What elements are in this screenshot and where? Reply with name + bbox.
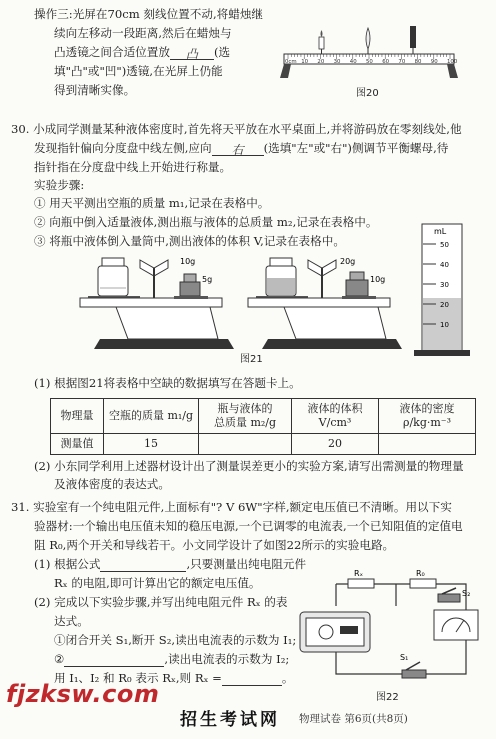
- q31-sub1b: ,只要测量出纯电阻元件: [186, 557, 307, 571]
- q31-step3-end: 。: [281, 671, 294, 685]
- lens-icon: [366, 28, 370, 49]
- power-supply-icon: [300, 612, 370, 652]
- op3-line3b: (选: [213, 45, 231, 59]
- table-header-cell: 空瓶的质量 m₁/g: [104, 399, 199, 434]
- q31-sub2b: 达式。: [54, 614, 89, 628]
- table-header-cell: 液体的密度 ρ/kg·m⁻³: [379, 399, 476, 434]
- q31-line3: 阻 R₀,两个开关和导线若干。小文同学设计了如图22所示的实验电路。: [34, 538, 395, 552]
- optical-bench-figure: [276, 2, 472, 100]
- cylinder-tick-label: 50: [440, 241, 449, 249]
- r0-label: R₀: [416, 569, 425, 578]
- table-cell: [199, 434, 292, 455]
- q31-step2b: ,读出电流表的示数为 I₂;: [164, 652, 290, 666]
- q30-line2b: (选填"左"或"右")侧调节平衡螺母,待: [263, 141, 449, 155]
- cylinder-tick-label: 10: [440, 321, 449, 329]
- q30-line2a: 发现指针偏向分度盘中线左侧,应向: [34, 141, 212, 155]
- rx-blank: [222, 672, 282, 686]
- ruler-tick-label: 0cm: [285, 59, 297, 65]
- data-table: [50, 398, 476, 455]
- weight1-label: 10g: [180, 257, 196, 266]
- candle-icon: [319, 37, 324, 49]
- s2-label: S₂: [462, 589, 471, 598]
- q30-sub1: (1) 根据图21将表格中空缺的数据填写在答题卡上。: [34, 376, 301, 390]
- cylinder-tick-label: 20: [440, 301, 449, 309]
- balance-2-icon: [248, 257, 402, 349]
- ruler-tick-label: 30: [333, 59, 341, 65]
- op3-line5: 得到清晰实像。: [54, 83, 136, 97]
- q30-step3: ③ 将瓶中液体倒入量筒中,测出液体的体积 V,记录在表格中。: [34, 234, 345, 248]
- cylinder-tick-label: 40: [440, 261, 449, 269]
- weight2-label: 20g: [340, 257, 356, 266]
- rx-label: Rₓ: [354, 569, 364, 578]
- s1-label: S₁: [400, 653, 409, 662]
- watermark-title: 招生考试网: [180, 710, 280, 730]
- q30-step1: ① 用天平测出空瓶的质量 m₁,记录在表格中。: [34, 196, 270, 210]
- cylinder-unit: mL: [434, 227, 447, 236]
- table-cell: 测量值: [51, 434, 104, 455]
- ruler-tick-label: 20: [317, 59, 325, 65]
- weight1b-label: 5g: [202, 275, 213, 284]
- resistor-rx-icon: [348, 579, 374, 588]
- op3-line3: [54, 44, 230, 60]
- flame-icon: [321, 30, 323, 37]
- ruler-tick-label: 90: [430, 59, 438, 65]
- resistor-r0-icon: [410, 579, 436, 588]
- graduated-cylinder-icon: [414, 224, 470, 356]
- ruler-tick-label: 80: [414, 59, 422, 65]
- q31-line2: 验器材:一个输出电压值未知的稳压电源,一个已调零的电流表,一个已知阻值的定值电: [34, 519, 463, 533]
- q30-handwritten-answer: 右: [231, 143, 244, 157]
- q30-step2: ② 向瓶中倒入适量液体,测出瓶与液体的总质量 m₂,记录在表格中。: [34, 215, 378, 229]
- page-footer: 物理试卷 第6页(共8页): [299, 713, 408, 725]
- formula-blank: [100, 558, 186, 572]
- watermark-logo: fjzksw.com: [6, 680, 160, 708]
- ruler-tick-label: 100: [447, 59, 458, 65]
- table-row: [51, 434, 476, 455]
- q30-sub2a: (2) 小东同学利用上述器材设计出了测量误差更小的实验方案,请写出需测量的物理量: [34, 459, 464, 473]
- bottle-empty-icon: [98, 266, 128, 296]
- ruler-tick-label: 40: [349, 59, 357, 65]
- weight2b-label: 10g: [370, 275, 386, 284]
- table-header-cell: 物理量: [51, 399, 104, 434]
- q30-line2: [34, 140, 448, 156]
- table-cell: 20: [292, 434, 379, 455]
- op3-line2: 续向左移动一段距离,然后在蜡烛与: [54, 26, 232, 40]
- weight-block-icon: [180, 282, 200, 296]
- ammeter-icon: [434, 610, 478, 640]
- balance-1-icon: [80, 257, 234, 349]
- op3-answer-blank: [170, 46, 214, 60]
- op3-line4: 填"凸"或"凹")透镜,在光屏上仍能: [54, 64, 223, 78]
- q31-sub1: [34, 556, 306, 572]
- q30-line1: 30. 小成同学测量某种液体密度时,首先将天平放在水平桌面上,并将游码放在零刻线处,他: [11, 122, 462, 136]
- q31-sub1c: Rₓ 的电阻,即可计算出它的额定电压值。: [54, 576, 261, 590]
- cylinder-tick-label: 30: [440, 281, 449, 289]
- q30-sub2b: 及液体密度的表达式。: [54, 477, 170, 491]
- figure21-caption: 图21: [240, 354, 263, 365]
- q31-step2a: ②: [54, 652, 65, 666]
- ruler-tick-label: 10: [301, 59, 309, 65]
- figure20-caption: 图20: [356, 88, 379, 99]
- q30-answer-blank: [212, 142, 264, 156]
- q31-step1: ①闭合开关 S₁,断开 S₂,读出电流表的示数为 I₁;: [54, 633, 297, 647]
- ruler-tick-label: 70: [398, 59, 406, 65]
- table-cell: [379, 434, 476, 455]
- q31-step3a: 用 I₁、I₂ 和 R₀ 表示 Rₓ,则 Rₓ =: [54, 671, 222, 685]
- ruler-tick-label: 60: [382, 59, 390, 65]
- q30-line3: 指针指在分度盘中线上开始进行称量。: [34, 160, 232, 174]
- switch-s2-icon: [438, 588, 460, 602]
- screen-icon: [410, 26, 416, 48]
- circuit-figure: [296, 566, 492, 706]
- q31-sub2a: (2) 完成以下实验步骤,并写出纯电阻元件 Rₓ 的表: [34, 595, 288, 609]
- q31-line1: 31. 实验室有一个纯电阻元件,上面标有"? V 6W"字样,额定电压值已不清晰。用以下实: [11, 500, 452, 514]
- op3-handwritten-answer: 凸: [185, 47, 198, 61]
- step2-blank: [64, 653, 164, 667]
- switch-s1-icon: [402, 662, 426, 678]
- table-cell: 15: [104, 434, 199, 455]
- table-header-row: [51, 399, 476, 434]
- q30-steps-title: 实验步骤:: [34, 178, 85, 192]
- op3-line3a: 凸透镜之间合适位置放: [54, 45, 170, 59]
- figure22-caption: 图22: [376, 692, 399, 703]
- op3-line1: 操作三:光屏在70cm 刻线位置不动,将蜡烛继: [34, 7, 264, 21]
- q31-sub1a: (1) 根据公式: [34, 557, 101, 571]
- ruler-tick-label: 50: [366, 59, 373, 65]
- q31-step2: [54, 651, 289, 667]
- table-header-cell: 瓶与液体的 总质量 m₂/g: [199, 399, 292, 434]
- table-header-cell: 液体的体积 V/cm³: [292, 399, 379, 434]
